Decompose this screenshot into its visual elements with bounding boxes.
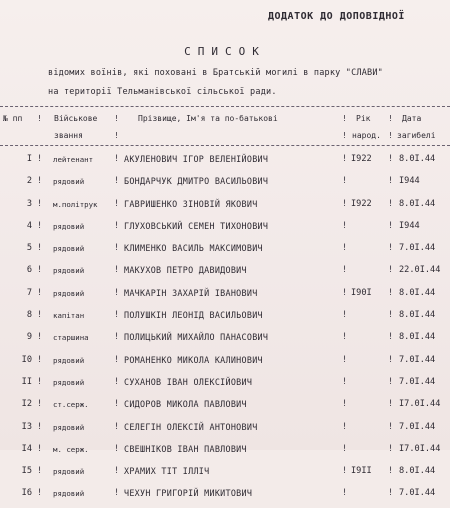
column-separator: !	[37, 287, 43, 298]
column-separator: !	[388, 488, 394, 499]
column-separator: !	[388, 443, 394, 454]
column-separator: !	[388, 243, 394, 254]
column-separator: !	[342, 443, 348, 454]
column-separator: !	[388, 154, 394, 164]
table-row	[0, 463, 450, 485]
row-death-date: І7.0І.44	[399, 443, 441, 454]
row-name: ХРАМИХ ТІТ ІЛЛІЧ	[124, 466, 210, 477]
column-separator: !	[37, 176, 43, 187]
column-separator: !	[37, 443, 43, 454]
row-death-date: І7.0І.44	[399, 399, 441, 410]
column-separator: !	[37, 488, 43, 499]
row-name: ПОЛИЦЬКИЙ МИХАЙЛО ПАНАСОВИЧ	[124, 332, 269, 343]
header-date-line2: загибелі	[397, 131, 436, 140]
column-separator: !	[37, 220, 43, 231]
row-number: 2	[26, 176, 32, 187]
column-separator: !	[114, 176, 120, 187]
table-row	[0, 218, 450, 240]
row-number: ІІ	[21, 376, 32, 387]
row-birth-year: І90І	[351, 287, 372, 298]
column-separator: !	[114, 198, 120, 209]
column-separator: !	[342, 421, 348, 432]
column-separator: !	[37, 466, 43, 477]
column-separator: !	[388, 332, 394, 343]
row-rank: ст.серж.	[53, 400, 89, 410]
column-separator: !	[342, 176, 348, 187]
header-year-line1: Рік	[356, 114, 371, 123]
column-separator: !	[342, 488, 348, 499]
column-separator: !	[342, 198, 348, 209]
column-separator: !	[114, 287, 120, 298]
column-separator: !	[114, 466, 120, 477]
row-rank: м.політрук	[53, 199, 98, 209]
row-name: ГЛУХОВСЬКИЙ СЕМЕН ТИХОНОВИЧ	[124, 220, 269, 231]
row-rank: рядовий	[53, 244, 85, 254]
column-separator: !	[342, 154, 348, 164]
column-separator: !	[37, 154, 43, 164]
subtitle-line-2: на території Тельманівської сільської ради.	[48, 87, 277, 97]
row-birth-year: І922	[351, 198, 372, 209]
column-separator: !	[114, 265, 120, 276]
table-row	[0, 396, 450, 418]
column-separator: !	[37, 265, 43, 276]
column-separator: !	[388, 287, 394, 298]
row-name: СЕЛЕГІН ОЛЕКСІЙ АНТОНОВИЧ	[124, 421, 258, 432]
column-separator: !	[342, 332, 348, 343]
row-number: 3	[26, 198, 32, 209]
row-death-date: І944	[399, 220, 420, 231]
column-separator: !	[388, 421, 394, 432]
table-row	[0, 196, 450, 218]
row-number: І0	[21, 354, 32, 365]
column-separator: !	[114, 421, 120, 432]
row-number: 6	[26, 265, 32, 276]
column-separator: !	[388, 310, 394, 321]
column-separator: !	[342, 265, 348, 276]
column-separator: !	[37, 399, 43, 410]
row-death-date: 7.0І.44	[399, 488, 436, 499]
column-separator: !	[388, 198, 394, 209]
document-title: СПИСОК	[184, 45, 266, 58]
row-death-date: 7.0І.44	[399, 376, 436, 387]
row-number: 5	[26, 243, 32, 254]
row-number: 7	[26, 287, 32, 298]
row-name: СИДОРОВ МИКОЛА ПАВЛОВИЧ	[124, 399, 247, 410]
row-rank: старшина	[53, 333, 89, 343]
column-separator: !	[37, 243, 43, 254]
table-row	[0, 240, 450, 262]
row-number: I	[26, 154, 32, 164]
row-number: І6	[21, 488, 32, 499]
column-separator: !	[342, 376, 348, 387]
row-death-date: 8.0І.44	[399, 154, 436, 164]
subtitle-line-1: відомих воїнів, які поховані в Братській могилі в парку "СЛАВИ"	[48, 68, 383, 78]
header-separator: !	[342, 131, 347, 140]
header-date-line1: Дата	[402, 114, 422, 123]
column-separator: !	[388, 376, 394, 387]
column-separator: !	[342, 310, 348, 321]
header-separator: !	[37, 114, 42, 123]
row-rank: капітан	[53, 311, 85, 321]
column-separator: !	[114, 154, 120, 164]
row-number: І5	[21, 466, 32, 477]
row-number: 8	[26, 310, 32, 321]
row-name: МАКУХОВ ПЕТРО ДАВИДОВИЧ	[124, 265, 247, 276]
row-number: І3	[21, 421, 32, 432]
row-number: 9	[26, 332, 32, 343]
column-separator: !	[114, 310, 120, 321]
row-death-date: І944	[399, 176, 420, 187]
header-rank-line2: звання	[54, 131, 83, 140]
row-death-date: 7.0І.44	[399, 243, 436, 254]
column-separator: !	[37, 310, 43, 321]
row-name: РОМАНЕНКО МИКОЛА КАЛИНОВИЧ	[124, 354, 263, 365]
column-separator: !	[114, 332, 120, 343]
column-separator: !	[342, 399, 348, 410]
column-separator: !	[342, 354, 348, 365]
table-row	[0, 329, 450, 351]
header-separator: !	[114, 114, 119, 123]
row-rank: лейтенант	[53, 155, 94, 164]
column-separator: !	[342, 466, 348, 477]
header-separator: !	[388, 114, 393, 123]
column-separator: !	[388, 176, 394, 187]
header-name: Прізвище, Ім'я та по-батькові	[138, 114, 278, 123]
header-separator: !	[114, 131, 119, 140]
soldier-list	[0, 151, 450, 508]
row-name: ЧЕХУН ГРИГОРІЙ МИКИТОВИЧ	[124, 488, 253, 499]
row-rank: рядовий	[53, 489, 85, 499]
column-separator: !	[37, 354, 43, 365]
row-death-date: 8.0І.44	[399, 332, 436, 343]
column-separator: !	[388, 354, 394, 365]
table-row	[0, 419, 450, 441]
column-separator: !	[342, 220, 348, 231]
row-death-date: 22.0І.44	[399, 265, 441, 276]
column-separator: !	[342, 243, 348, 254]
row-birth-year: І9ІІ	[351, 466, 372, 477]
row-rank: рядовий	[53, 355, 85, 365]
table-row	[0, 173, 450, 195]
header-year-line2: народ.	[352, 131, 381, 140]
row-death-date: 8.0І.44	[399, 287, 436, 298]
row-rank: рядовий	[53, 266, 85, 276]
row-number: 4	[26, 220, 32, 231]
column-separator: !	[388, 466, 394, 477]
column-separator: !	[37, 332, 43, 343]
column-separator: !	[114, 443, 120, 454]
row-name: АКУЛЕНОВИЧ ІГОР ВЕЛЕНІЙОВИЧ	[124, 154, 269, 164]
row-rank: рядовий	[53, 467, 85, 477]
column-separator: !	[37, 421, 43, 432]
row-number: І4	[21, 443, 32, 454]
table-row	[0, 151, 450, 173]
row-name: СВЕШНІКОВ ІВАН ПАВЛОВИЧ	[124, 443, 247, 454]
header-separator: !	[342, 114, 347, 123]
row-death-date: 8.0І.44	[399, 310, 436, 321]
column-separator: !	[37, 198, 43, 209]
column-separator: !	[342, 287, 348, 298]
appendix-heading: ДОДАТОК ДО ДОПОВІДНОЇ	[268, 11, 405, 22]
row-rank: рядовий	[53, 177, 85, 187]
row-rank: рядовий	[53, 221, 85, 231]
header-bottom-rule	[0, 145, 450, 146]
table-row	[0, 441, 450, 463]
row-death-date: 8.0І.44	[399, 198, 436, 209]
header-separator: !	[388, 131, 393, 140]
column-separator: !	[114, 488, 120, 499]
column-separator: !	[388, 399, 394, 410]
row-number: І2	[21, 399, 32, 410]
table-row	[0, 352, 450, 374]
row-name: КЛИМЕНКО ВАСИЛЬ МАКСИМОВИЧ	[124, 243, 263, 254]
column-separator: !	[388, 220, 394, 231]
row-death-date: 7.0І.44	[399, 421, 436, 432]
column-separator: !	[114, 399, 120, 410]
row-rank: м. серж.	[53, 444, 89, 454]
table-row	[0, 485, 450, 507]
table-row	[0, 262, 450, 284]
table-header	[0, 112, 450, 142]
row-name: МАЧКАРІН ЗАХАРІЙ ІВАНОВИЧ	[124, 287, 258, 298]
column-separator: !	[114, 220, 120, 231]
row-name: ПОЛУШКІН ЛЕОНІД ВАСИЛЬОВИЧ	[124, 310, 263, 321]
table-row	[0, 307, 450, 329]
row-birth-year: І922	[351, 154, 372, 164]
table-row	[0, 374, 450, 396]
header-rank-line1: Військове	[54, 114, 98, 123]
column-separator: !	[388, 265, 394, 276]
row-rank: рядовий	[53, 377, 85, 387]
document-subtitle	[48, 64, 383, 102]
column-separator: !	[37, 376, 43, 387]
column-separator: !	[114, 354, 120, 365]
row-death-date: 8.0І.44	[399, 466, 436, 477]
row-death-date: 7.0І.44	[399, 354, 436, 365]
column-separator: !	[114, 243, 120, 254]
table-row	[0, 285, 450, 307]
column-separator: !	[114, 376, 120, 387]
row-name: ГАВРИШЕНКО ЗІНОВІЙ ЯКОВИЧ	[124, 198, 258, 209]
row-rank: рядовий	[53, 422, 85, 432]
row-name: СУХАНОВ ІВАН ОЛЕКСІЙОВИЧ	[124, 376, 253, 387]
header-num: № пп	[3, 114, 23, 123]
header-top-rule	[0, 106, 450, 107]
row-rank: рядовий	[53, 288, 85, 298]
row-name: БОНДАРЧУК ДМИТРО ВАСИЛЬОВИЧ	[124, 176, 269, 187]
